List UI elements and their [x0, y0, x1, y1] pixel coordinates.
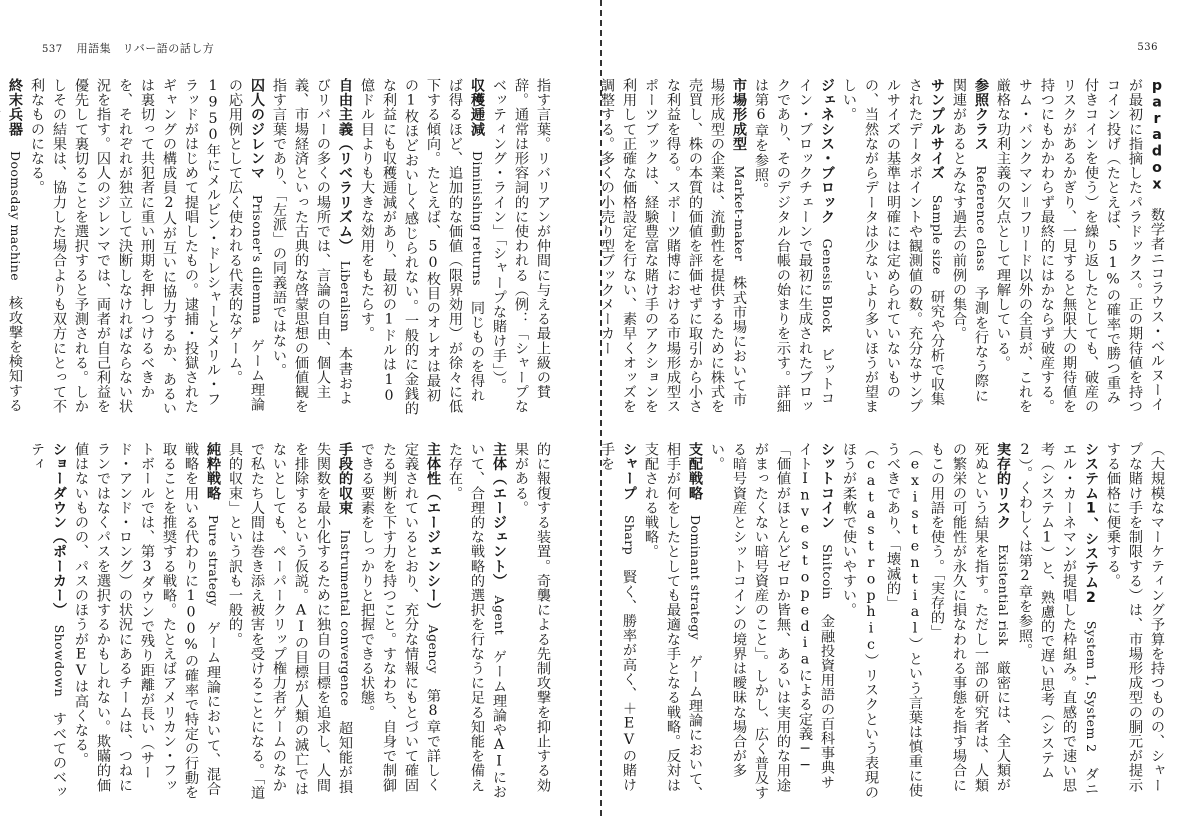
right-bottom-band [599, 442, 1168, 802]
glossary-term-english: Sharp [622, 515, 637, 556]
left-bottom-band [29, 442, 554, 802]
glossary-entry [992, 78, 1168, 416]
glossary-term: 終末兵器 [7, 78, 23, 137]
glossary-definition: 本書およびリバーの多くの場所では、言論の自由、個人主義、市場経済といった古典的な啓蒙思想の価値観を指す言葉であり、「左派」の同義語ではない。 [271, 78, 353, 414]
glossary-term: 囚人のジレンマ [249, 78, 265, 181]
glossary-entry [1102, 442, 1168, 802]
glossary-term-english: Liberalism [338, 260, 353, 333]
glossary-definition: すべてのベッティ [29, 442, 67, 800]
glossary-entry [596, 442, 640, 802]
glossary-term: システム1、システム2 [1083, 442, 1099, 607]
glossary-definition: 賢く、勝率が高く、＋EVの賭け手を [599, 442, 637, 793]
glossary-term: 市場形成型 [731, 78, 747, 151]
glossary-term-english: Genesis Block [820, 238, 835, 333]
glossary-definition: ビットコイン・ブロックチェーンで最初に生成されたブロックであり、そのデジタル台帳の始まりを示す。詳細は第6章を参照。 [753, 78, 835, 414]
glossary-definition: 超知能が損失関数を最小化するために独自の目標を追求し、人間を排除するという仮説。AIの目標が人類の滅亡ではないとしても、ペーパークリップ権力者ゲームのなかで私たち人間は巻き添え被害を受けることになる。「道具的収束」という訳も一般的。 [227, 442, 353, 800]
glossary-term: 主体性（エージェンシー） [425, 442, 441, 611]
glossary-definition: ダニエル・カーネマンが提唱した枠組み。直感的で速い思考（システム1）と、熟慮的で遅い思考（システム2）。くわしくは第2章を参照。 [1017, 442, 1099, 797]
glossary-term: 手段的収束 [337, 442, 353, 515]
glossary-definition: ゲーム理論やAIにおいて、合理的な戦略的選択を行なうに足る知能を備えた存在。 [447, 442, 507, 800]
glossary-entry [706, 442, 838, 802]
glossary-entry [838, 442, 1014, 802]
glossary-definition: 厳密には、全人類が死ぬという結果を指す。ただし一部の研究者は、人類の繁栄の可能性が永久に損なわれる事態を指す場合にもこの用語を使う。「実存的」（existential）という言葉は慎重に使うべきであり、「壊滅的」（catastrophic）リスクという表現のほうが柔軟で使いやすい。 [841, 442, 1011, 800]
glossary-term: ショーダウン（ポーカー） [51, 442, 67, 611]
glossary-term: 支配戦略 [687, 442, 703, 501]
right-page-number: 536 [1137, 42, 1158, 53]
glossary-entry [70, 442, 224, 802]
glossary-entry [640, 442, 706, 802]
left-page-number: 537 [42, 44, 63, 55]
glossary-definition: 数学者ニコラウス・ベルヌーイが最初に指摘したパラドックス。正の期待値を持つコイン投げ（たとえば、51%の確率で勝つ重み付きコインを使う）を繰り返したとしても、破産のリスクがあるかぎり、一見すると無限大の期待値を持つにもかかわらず最終的にはかならず破産する。サム・バンクマン＝フリード以外の全員が、これを厳格な功利主義の欠点として理解している。 [995, 78, 1165, 414]
glossary-entry [356, 442, 444, 802]
glossary-term: シットコイン [819, 442, 835, 530]
glossary-entry [838, 78, 948, 416]
glossary-term: シャープ [621, 442, 637, 501]
glossary-term-english: Shitcoin [820, 544, 835, 600]
glossary-term-english: Agency [426, 624, 441, 674]
glossary-term-english: Doomsday machine [8, 151, 23, 282]
glossary-definition: （大規模なマーケティング予算を持つものの、シャープな賭け手を制限する）は、市場形成型の胴元が提示する価格に便乗する。 [1105, 442, 1165, 793]
glossary-definition: 研究や分析で収集されたデータポイントや観測値の数。充分なサンプルサイズの基準は明確には定められていないものの、当然ながらデータは少ないより多いほうが望ましい。 [841, 78, 945, 414]
glossary-definition: 株式市場において市場形成型の企業は、流動性を提供するために株式を売買し、株の本質的価値を評価せずに取引から小さな利益を得る。スポーツ賭博における市場形成型スポーツブックは、経験豊富な賭け手のアクションを利用して正確な価格設定を行ない、素早くオッズを調整する。多くの小売り型ブックメーカー [599, 78, 747, 414]
right-running-head [1137, 40, 1168, 53]
glossary-entry [0, 78, 26, 416]
glossary-term-english: Existential risk [996, 544, 1011, 647]
glossary-definition: 金融投資用語の百科事典サイトInvestopediaによる定義──「価値がほとんどゼロか皆無、あるいは実用的な用途がまったくない暗号資産のこと」。しかし、広く普及する暗号資産とシットコインの境界は曖昧な場合が多い。 [709, 442, 835, 800]
glossary-definition: ゲーム理論において、相手が何をしたとしても最適な手となる戦略。反対は支配される戦略。 [643, 442, 703, 801]
glossary-entry [596, 78, 750, 416]
glossary-term: 主体（エージェント） [491, 442, 507, 581]
glossary-term-english: Pure strategy [206, 515, 221, 607]
glossary-term-english: Reference class [974, 165, 989, 272]
right-page [599, 0, 1200, 816]
glossary-entry [948, 78, 992, 416]
glossary-definition: 指す言葉。リバリアンが仲間に与える最上級の賛辞。通常は形容詞的に使われる（例：「シャープなベッティング・ライン」「シャープな賭け手」）。 [491, 78, 551, 414]
glossary-entry [224, 442, 356, 802]
left-running-head [42, 40, 214, 56]
glossary-term-english: Showdown [52, 624, 67, 698]
glossary-term: 自由主義（リベラリズム） [337, 78, 353, 247]
glossary-definition: 核攻撃を検知する [7, 295, 23, 413]
glossary-term-english: Sample size [930, 194, 945, 275]
glossary-definition: ゲーム理論の応用例として広く使われる代表的なゲーム。1950年にメルビン・ドレシャーとメリル・フラッドがはじめて提唱したもの。逮捕・投獄されたギャングの構成員2人が互いに協力するか、あるいは裏切って共犯者に重い刑期を押しつけるべきかを、それぞれが独立して決断しなければならない状況を指す。囚人のジレンマでは、両者が自己利益を優先して裏切ることを選択すると予測される。しかしその結果は、協力した場合よりも双方にとって不利なものになる。 [29, 78, 265, 416]
glossary-term-english: Instrumental convergence [338, 529, 353, 707]
glossary-definition: 同じものを得れば得るほど、追加的な価値（限界効用）が徐々に低下する傾向。たとえば、50枚目のオレオは最初の1枚ほどおいしく感じられない。一般的に金銭的な利益にも収穫逓減があり、最初の1ドルは10億ドル目よりも大きな効用をもたらす。 [359, 78, 485, 416]
right-top-band [599, 78, 1168, 416]
glossary-term-english: Dominant strategy [688, 515, 703, 641]
glossary-definition: 第8章で詳しく定義されているとおり、充分な情報にもとづいて確固たる判断を下す力を持つこと。すなわち、自身で制御できる要素をしっかりと把握できる状態。 [359, 442, 441, 793]
glossary-entry [356, 78, 488, 416]
glossary-entry [488, 78, 554, 416]
left-page [0, 0, 599, 816]
glossary-term: paradox [1149, 78, 1165, 193]
glossary-term-english: Market-maker [732, 165, 747, 262]
glossary-definition: 的に報復する装置。奇襲による先制攻撃を抑止する効果がある。 [513, 442, 551, 793]
glossary-term: 収穫逓減 [469, 78, 485, 137]
glossary-term: サンプルサイズ [929, 78, 945, 181]
glossary-entry [26, 78, 268, 416]
glossary-term: 実存的リスク [995, 442, 1011, 530]
glossary-term: ジェネシス・ブロック [819, 78, 835, 224]
glossary-term: 純粋戦略 [205, 442, 221, 501]
glossary-entry [1014, 442, 1102, 802]
glossary-term-english: Agent [492, 595, 507, 636]
glossary-term-english: Diminishing returns [470, 151, 485, 286]
glossary-term: 参照クラス [973, 78, 989, 151]
glossary-term-english: Prisoner's dilemma [250, 194, 265, 325]
glossary-definition: ゲーム理論において、混合戦略を用いる代わりに100%の確率で特定の行動を取ることを推奨する戦略。たとえばアメリカン・フットボールでは、第3ダウンで残り距離が長い（サード・アンド・ロング）の状況にあるチームは、つねにランではなくパスを選択するかもしれない。欺瞞的価値はないものの、パスのほうがEVは高くなる。 [73, 442, 221, 800]
glossary-term-english: System 1, System 2 [1084, 620, 1099, 753]
glossary-entry [26, 442, 70, 802]
glossary-definition: 予測を行なう際に関連があるとみなす過去の前例の集合。 [951, 78, 989, 403]
glossary-entry [444, 442, 510, 802]
running-head-title: 用語集 リバー語の話し方 [76, 42, 215, 55]
glossary-entry [268, 78, 356, 416]
left-top-band [7, 78, 554, 416]
glossary-entry [510, 442, 554, 802]
glossary-entry [750, 78, 838, 416]
